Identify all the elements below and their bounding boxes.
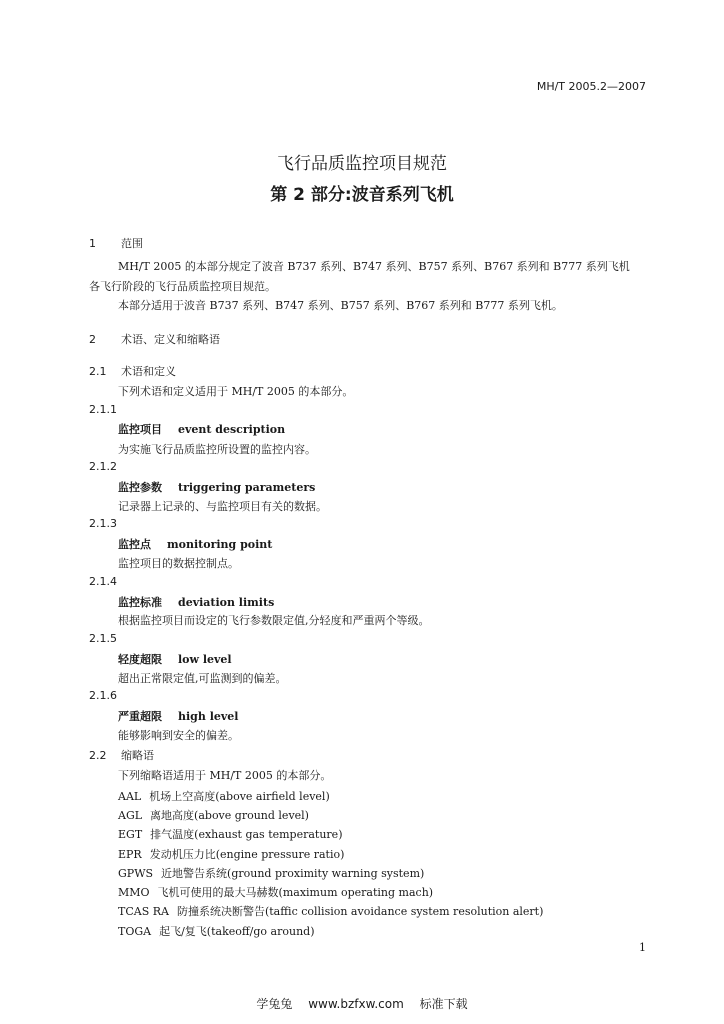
- abbreviation-entry: [118, 788, 330, 804]
- abbreviation-entry: [118, 903, 543, 919]
- term-definition: 记录器上记录的、与监控项目有关的数据。: [118, 500, 327, 513]
- abbreviation-text: 离地高度(above ground level): [150, 809, 309, 822]
- footer-watermark: [0, 995, 724, 1012]
- abbreviation-text: 近地警告系统(ground proximity warning system): [161, 867, 425, 880]
- abbreviation-entry: [118, 865, 424, 881]
- footer-slogan: 标准下载: [419, 997, 468, 1011]
- abbreviation-text: 发动机压力比(engine pressure ratio): [149, 848, 345, 861]
- term-heading: [118, 651, 232, 667]
- term-heading: [118, 594, 274, 610]
- term-definition: 能够影响到安全的偏差。: [118, 729, 239, 742]
- subsection-2-2-intro: 下列缩略语适用于 MH/T 2005 的本部分。: [118, 769, 332, 782]
- section-1-paragraph-line: MH/T 2005 的本部分规定了波音 B737 系列、B747 系列、B757 系列、B767 系列和 B777 系列飞机: [118, 260, 630, 273]
- abbreviation-text: 起飞/复飞(takeoff/go around): [159, 925, 315, 938]
- term-english: low level: [178, 653, 232, 666]
- abbreviation-entry: [118, 807, 309, 823]
- standard-number: MH/T 2005.2—2007: [536, 80, 646, 93]
- abbreviation-text: 防撞系统决断警告(taffic collision avoidance system resolution alert): [176, 905, 544, 918]
- abbreviation-code: EGT: [118, 828, 143, 841]
- document-title: 飞行品质监控项目规范: [277, 154, 447, 174]
- abbreviation-code: MMO: [118, 886, 150, 899]
- subsection-2-1-heading: [89, 363, 176, 379]
- footer-site-name: 学兔兔: [256, 997, 293, 1011]
- term-english: event description: [178, 423, 286, 436]
- section-1-heading: [89, 235, 143, 251]
- abbreviation-code: AGL: [118, 809, 143, 822]
- page-number: 1: [639, 941, 646, 954]
- term-english: triggering parameters: [178, 481, 316, 494]
- subsection-2-2-heading: [89, 747, 154, 763]
- section-1-paragraph-line: 各飞行阶段的飞行品质监控项目规范。: [89, 280, 276, 293]
- section-number: 2.1: [89, 365, 107, 378]
- term-number: 2.1.4: [89, 575, 117, 588]
- term-number: 2.1.3: [89, 517, 117, 530]
- term-heading: [118, 536, 272, 552]
- term-english: monitoring point: [167, 538, 273, 551]
- term-number: 2.1.6: [89, 689, 117, 702]
- subsection-2-1-intro: 下列术语和定义适用于 MH/T 2005 的本部分。: [118, 385, 354, 398]
- abbreviation-code: TOGA: [118, 925, 152, 938]
- abbreviation-entry: [118, 846, 344, 862]
- term-definition: 根据监控项目而设定的飞行参数限定值,分轻度和严重两个等级。: [118, 614, 430, 627]
- term-english: high level: [178, 710, 239, 723]
- section-title: 术语和定义: [121, 365, 176, 378]
- section-title: 术语、定义和缩略语: [121, 333, 220, 346]
- term-definition: 监控项目的数据控制点。: [118, 557, 239, 570]
- abbreviation-entry: [118, 923, 315, 939]
- abbreviation-text: 飞机可使用的最大马赫数(maximum operating mach): [157, 886, 434, 899]
- term-heading: [118, 479, 315, 495]
- abbreviation-text: 排气温度(exhaust gas temperature): [150, 828, 343, 841]
- abbreviation-code: TCAS RA: [118, 905, 169, 918]
- term-number: 2.1.2: [89, 460, 117, 473]
- document-subtitle: 第 2 部分:波音系列飞机: [270, 185, 454, 205]
- abbreviation-entry: [118, 826, 342, 842]
- section-2-heading: [89, 331, 220, 347]
- term-chinese: 监控点: [118, 538, 151, 551]
- term-number: 2.1.5: [89, 632, 117, 645]
- term-english: deviation limits: [178, 596, 275, 609]
- abbreviation-text: 机场上空高度(above airfield level): [149, 790, 330, 803]
- abbreviation-entry: [118, 884, 433, 900]
- term-chinese: 严重超限: [118, 710, 162, 723]
- abbreviation-code: EPR: [118, 848, 142, 861]
- section-title: 范围: [121, 237, 143, 250]
- footer-url[interactable]: www.bzfxw.com: [308, 997, 404, 1011]
- section-number: 1: [89, 237, 96, 250]
- abbreviation-code: AAL: [118, 790, 142, 803]
- term-chinese: 监控参数: [118, 481, 162, 494]
- section-title: 缩略语: [121, 749, 154, 762]
- term-heading: [118, 708, 238, 724]
- term-number: 2.1.1: [89, 403, 117, 416]
- section-1-paragraph: 本部分适用于波音 B737 系列、B747 系列、B757 系列、B767 系列和 B777 系列飞机。: [118, 299, 563, 312]
- section-number: 2.2: [89, 749, 107, 762]
- term-definition: 为实施飞行品质监控所设置的监控内容。: [118, 443, 316, 456]
- term-chinese: 轻度超限: [118, 653, 162, 666]
- term-chinese: 监控标准: [118, 596, 162, 609]
- term-heading: [118, 421, 285, 437]
- abbreviation-code: GPWS: [118, 867, 154, 880]
- term-definition: 超出正常限定值,可监测到的偏差。: [118, 672, 287, 685]
- term-chinese: 监控项目: [118, 423, 162, 436]
- section-number: 2: [89, 333, 96, 346]
